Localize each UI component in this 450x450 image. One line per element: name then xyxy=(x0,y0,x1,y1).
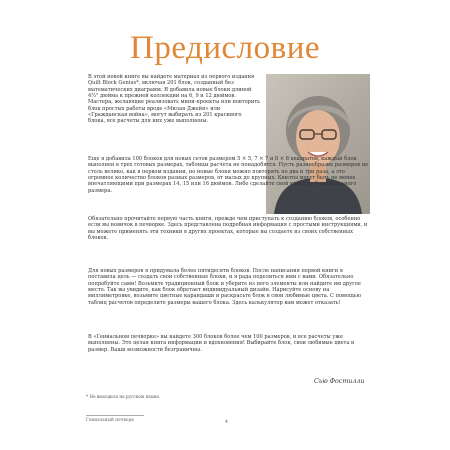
page-title: Предисловие xyxy=(130,30,320,66)
paragraph-5: В «Гениальном печворке» вы найдете 300 блоков более чем 100 размеров, и все расчеты уже выполнены. Это целая книга информации и вдохновения! Выбирайте блок, свои любимые цвета и размер. Ваши возможности безграничны. xyxy=(88,334,355,353)
footer-divider xyxy=(86,415,144,416)
running-footer: Гениальный печворк xyxy=(86,418,134,423)
paragraph-3: Обязательно прочитайте первую часть книги, прежде чем приступать к созданию блоков, особенно если вы новичок в печворке. Здесь представлена подробная информация с простыми инструкциями, и вы можете применять эти техники в других проектах, которые вы создаете из своих собственных блоков. xyxy=(88,216,368,242)
page-number: 4 xyxy=(225,420,228,425)
footnote: * Не выходила на русском языке. xyxy=(86,394,161,399)
paragraph-2: Еще я добавила 100 блоков для новых сетов размером 5 × 5, 7 × 7 и 8 × 8 квадратов, каждый блок выполнен в трех готовых размерах, таблицы расчета не понадобятся. Пусть разнообразие размеров не столь велико, как в первом издании, но новые блоки можно повторять по два и три раза, а это огромное количество блоков разных размеров, от малых до крупных. Квилты могут быть не менее впечатляющими при размерах 14, 15 или 16 дюймов. Либо сделайте свой квилт из блоков разного размера. xyxy=(88,156,369,194)
paragraph-1: В этой новой книге вы найдете материал из первого издания Quilt Block Genius*, включая 201 блок, созданный без математических диаграмм. Я добавила новые блоки длиной 4½" дюйма к прежней коллекции на 6, 9 и 12 дюймов. Мастера, желающие реализовать мини-проекты или повторить блок простых работы вроде «Милая Джейн» или «Гражданская война», могут выбирать из 201 красивого блока, все расчеты для них уже выполнены. xyxy=(88,74,260,125)
author-signature: Сью Фостилли xyxy=(314,378,365,385)
paragraph-4: Для новых размеров я придумала более пятидесяти блоков. После написания первой книги я поставила цель — создать свои собственные блоки, и я рада поделиться ими с вами. Обязательно попробуйте сами! Возьмите традиционный блок и уберите из него элементы или найдите им другое место. Так вы увидите, как блок обретает индивидуальный дизайн. Нарисуйте основу на миллиметровке, возьмите цветные карандаши и раскрасьте блок в свои любимые цвета. С помощью таблиц расчетов определите размеры вашего блока. Здесь калькулятор вам может отказать! xyxy=(88,268,362,306)
